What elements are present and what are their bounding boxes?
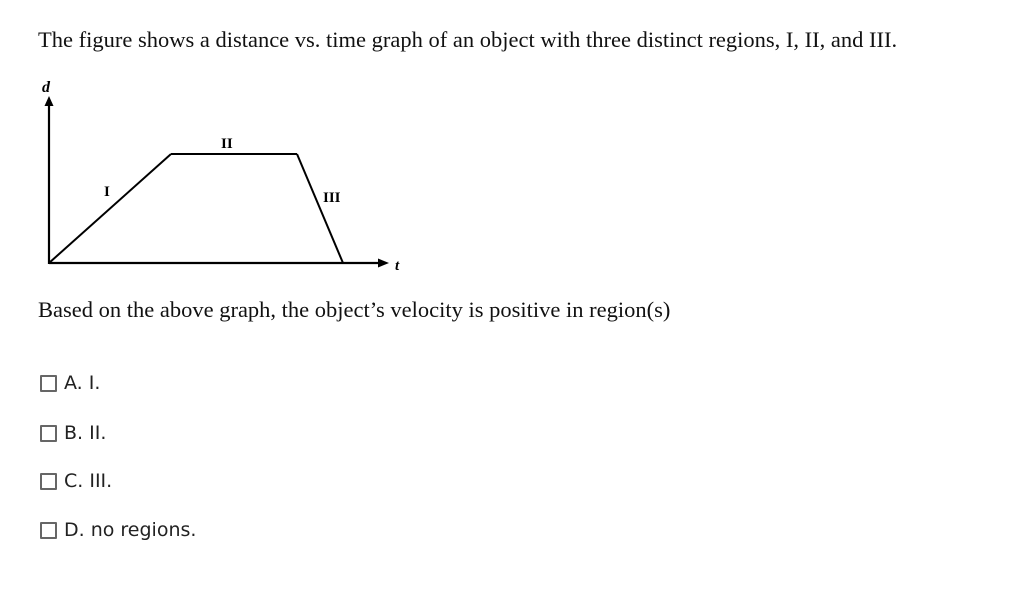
option-a[interactable]	[40, 372, 100, 394]
prompt-text: Based on the above graph, the object’s velocity is positive in region(s)	[38, 297, 671, 322]
x-axis-label: t	[395, 258, 400, 274]
option-c[interactable]	[40, 470, 112, 492]
option-d[interactable]	[40, 519, 196, 541]
option-a-label: A. I.	[64, 372, 101, 394]
option-d-label: D. no regions.	[64, 519, 197, 541]
region-1-line	[49, 154, 171, 263]
region-2-label: II	[221, 136, 233, 152]
option-c-checkbox[interactable]	[40, 473, 57, 490]
option-d-checkbox[interactable]	[40, 522, 57, 539]
y-axis-arrowhead	[45, 96, 54, 106]
region-3-label: III	[323, 190, 341, 206]
region-3-line	[297, 154, 343, 263]
region-1-label: I	[104, 184, 110, 200]
option-b-label: B. II.	[64, 422, 107, 444]
option-a-checkbox[interactable]	[40, 375, 57, 392]
option-b[interactable]	[40, 422, 106, 444]
question-text: The figure shows a distance vs. time graph of an object with three distinct regions, I, II, and III.	[38, 27, 898, 52]
option-b-checkbox[interactable]	[40, 425, 57, 442]
distance-time-graph	[0, 0, 420, 290]
y-axis-label: d	[42, 79, 50, 96]
option-c-label: C. III.	[64, 470, 113, 492]
x-axis-arrowhead	[378, 259, 389, 268]
